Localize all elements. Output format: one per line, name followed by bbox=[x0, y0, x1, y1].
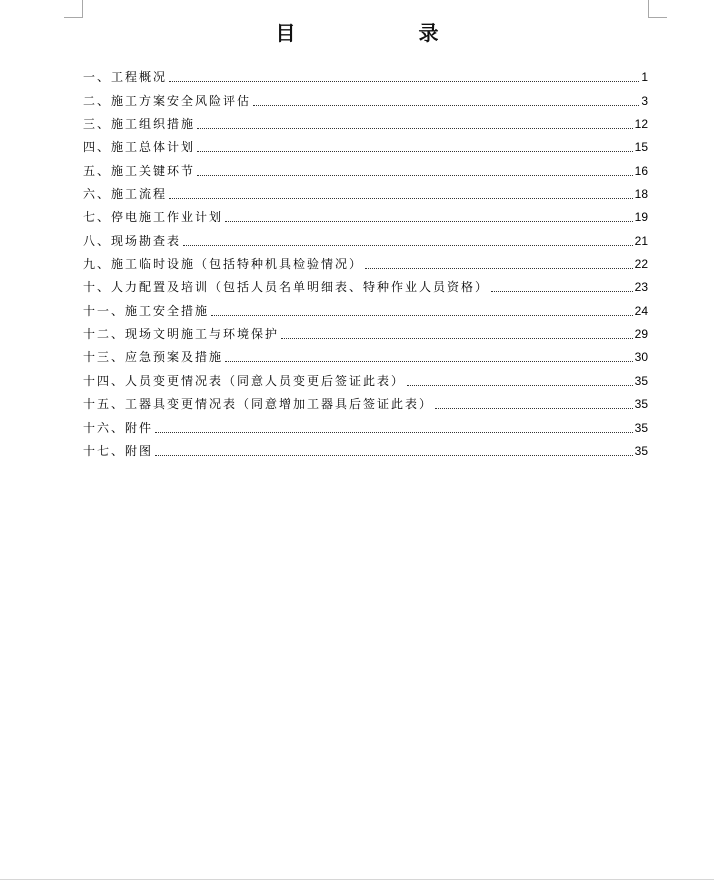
toc-entry[interactable] bbox=[83, 225, 648, 248]
toc-entry-label: 七、停电施工作业计划 bbox=[83, 210, 224, 225]
dot-leader bbox=[225, 221, 633, 222]
toc-entry[interactable] bbox=[83, 436, 648, 459]
toc-entry-page: 35 bbox=[634, 420, 648, 435]
toc-entry-label: 六、施工流程 bbox=[83, 187, 168, 202]
dot-leader bbox=[155, 432, 633, 433]
toc-entry-page: 35 bbox=[634, 443, 648, 458]
toc-entry-page: 12 bbox=[634, 117, 648, 132]
toc-entry-label: 八、现场勘查表 bbox=[83, 233, 182, 248]
dot-leader bbox=[183, 245, 633, 246]
toc-entry-page: 35 bbox=[634, 373, 648, 388]
dot-leader bbox=[211, 315, 633, 316]
toc-entry-page: 29 bbox=[634, 327, 648, 342]
toc-entry[interactable] bbox=[83, 365, 648, 388]
toc-entry[interactable] bbox=[83, 155, 648, 178]
toc-title: 目 录 bbox=[275, 21, 497, 45]
toc-entry-label: 二、施工方案安全风险评估 bbox=[83, 93, 252, 108]
toc-entry[interactable] bbox=[83, 85, 648, 108]
dot-leader bbox=[197, 175, 633, 176]
page-bottom-edge bbox=[0, 879, 714, 880]
dot-leader bbox=[169, 198, 633, 199]
toc-entry-page: 19 bbox=[634, 210, 648, 225]
toc-entry-label: 九、施工临时设施（包括特种机具检验情况） bbox=[83, 257, 364, 272]
toc-list bbox=[83, 62, 648, 459]
dot-leader bbox=[407, 385, 633, 386]
dot-leader bbox=[281, 338, 633, 339]
toc-entry-page: 30 bbox=[634, 350, 648, 365]
crop-mark-top-right bbox=[648, 0, 667, 18]
toc-entry-label: 十三、应急预案及措施 bbox=[83, 350, 224, 365]
dot-leader bbox=[365, 268, 633, 269]
dot-leader bbox=[435, 408, 633, 409]
toc-entry-page: 21 bbox=[634, 233, 648, 248]
dot-leader bbox=[253, 105, 639, 106]
toc-entry-label: 十四、人员变更情况表（同意人员变更后签证此表） bbox=[83, 373, 406, 388]
toc-entry-page: 3 bbox=[641, 93, 648, 108]
toc-entry[interactable] bbox=[83, 62, 648, 85]
toc-entry[interactable] bbox=[83, 249, 648, 272]
toc-entry-label: 十、人力配置及培训（包括人员名单明细表、特种作业人员资格） bbox=[83, 280, 490, 295]
toc-entry-page: 1 bbox=[641, 70, 648, 85]
dot-leader bbox=[197, 151, 633, 152]
toc-entry[interactable] bbox=[83, 295, 648, 318]
toc-entry-page: 22 bbox=[634, 257, 648, 272]
toc-entry[interactable] bbox=[83, 412, 648, 435]
dot-leader bbox=[197, 128, 633, 129]
toc-entry-page: 16 bbox=[634, 163, 648, 178]
toc-entry-label: 五、施工关键环节 bbox=[83, 163, 196, 178]
toc-entry-page: 15 bbox=[634, 140, 648, 155]
dot-leader bbox=[491, 291, 633, 292]
toc-entry[interactable] bbox=[83, 109, 648, 132]
dot-leader bbox=[155, 455, 633, 456]
toc-entry-label: 十二、现场文明施工与环境保护 bbox=[83, 327, 280, 342]
dot-leader bbox=[169, 81, 639, 82]
toc-entry-label: 三、施工组织措施 bbox=[83, 117, 196, 132]
toc-entry[interactable] bbox=[83, 342, 648, 365]
toc-entry-page: 35 bbox=[634, 397, 648, 412]
toc-entry[interactable] bbox=[83, 319, 648, 342]
toc-entry[interactable] bbox=[83, 202, 648, 225]
toc-entry-label: 十七、附图 bbox=[83, 443, 154, 458]
toc-entry-page: 23 bbox=[634, 280, 648, 295]
toc-entry-page: 24 bbox=[634, 303, 648, 318]
toc-entry-label: 十六、附件 bbox=[83, 420, 154, 435]
toc-entry[interactable] bbox=[83, 272, 648, 295]
dot-leader bbox=[225, 361, 633, 362]
toc-entry[interactable] bbox=[83, 132, 648, 155]
toc-entry[interactable] bbox=[83, 389, 648, 412]
toc-entry-label: 一、工程概况 bbox=[83, 70, 168, 85]
toc-entry-label: 四、施工总体计划 bbox=[83, 140, 196, 155]
toc-entry-label: 十五、工器具变更情况表（同意增加工器具后签证此表） bbox=[83, 397, 434, 412]
toc-entry-label: 十一、施工安全措施 bbox=[83, 303, 210, 318]
crop-mark-top-left bbox=[64, 0, 83, 18]
toc-entry[interactable] bbox=[83, 179, 648, 202]
toc-entry-page: 18 bbox=[634, 187, 648, 202]
